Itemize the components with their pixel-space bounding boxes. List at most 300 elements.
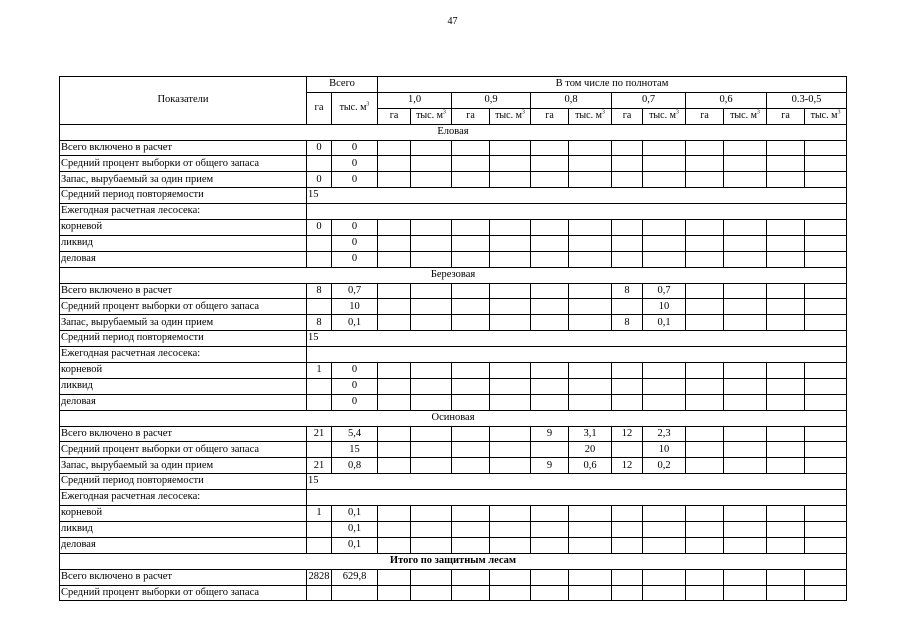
table-cell: [569, 537, 612, 553]
table-cell: [378, 585, 411, 601]
table-cell: 0,1: [332, 315, 378, 331]
table-cell: 0: [332, 235, 378, 251]
table-cell: [686, 315, 724, 331]
header-unit-volume: тыс. $м^3$: [490, 108, 531, 124]
table-cell: 0: [307, 140, 332, 156]
table-cell: [531, 220, 569, 236]
table-row: [60, 251, 847, 267]
table-cell: 0,1: [332, 537, 378, 553]
table-cell: [612, 363, 643, 379]
table-cell: [805, 378, 847, 394]
table-cell: [490, 251, 531, 267]
section-title: Итого по защитным лесам: [60, 553, 847, 569]
table-cell: [531, 251, 569, 267]
span-cell: 15: [307, 188, 847, 204]
table-row: [60, 537, 847, 553]
table-cell: [307, 442, 332, 458]
table-cell: [378, 315, 411, 331]
table-cell: [612, 506, 643, 522]
table-cell: [531, 506, 569, 522]
table-cell: [490, 506, 531, 522]
row-label: Ежегодная расчетная лесосека:: [60, 204, 307, 220]
table-cell: [411, 442, 452, 458]
table-cell: [411, 585, 452, 601]
table-cell: [686, 585, 724, 601]
table-cell: 15: [332, 442, 378, 458]
table-cell: [452, 140, 490, 156]
table-cell: 0,8: [332, 458, 378, 474]
table-cell: 0,1: [332, 521, 378, 537]
header-density: 0,8: [531, 92, 612, 108]
table-cell: [411, 378, 452, 394]
table-cell: [686, 426, 724, 442]
table-cell: [767, 299, 805, 315]
table-cell: 12: [612, 426, 643, 442]
table-cell: [805, 283, 847, 299]
table-cell: [612, 251, 643, 267]
table-cell: [452, 394, 490, 410]
table-cell: [569, 569, 612, 585]
header-unit-volume: тыс. $м^3$: [643, 108, 686, 124]
header-indicators: Показатели: [60, 77, 307, 125]
table-cell: [307, 537, 332, 553]
table-cell: [724, 585, 767, 601]
header-unit-ha: га: [686, 108, 724, 124]
header-unit-volume: тыс. $м^3$: [805, 108, 847, 124]
span-cell: [307, 490, 847, 506]
row-label: ликвид: [60, 521, 307, 537]
table-cell: [411, 235, 452, 251]
table-cell: [724, 363, 767, 379]
table-cell: [612, 569, 643, 585]
table-cell: [490, 569, 531, 585]
table-cell: [452, 156, 490, 172]
row-label: корневой: [60, 220, 307, 236]
table-cell: [767, 251, 805, 267]
table-cell: [490, 156, 531, 172]
table-cell: [452, 299, 490, 315]
table-cell: 3,1: [569, 426, 612, 442]
table-cell: [307, 521, 332, 537]
table-row: [60, 363, 847, 379]
row-label: Средний процент выборки от общего запаса: [60, 299, 307, 315]
table-cell: [411, 299, 452, 315]
header-unit-ha: га: [612, 108, 643, 124]
table-cell: [378, 394, 411, 410]
section-title-row: [60, 124, 847, 140]
table-cell: 0: [332, 251, 378, 267]
table-cell: [767, 235, 805, 251]
table-cell: [767, 140, 805, 156]
table-cell: [378, 172, 411, 188]
table-cell: [490, 537, 531, 553]
table-cell: [569, 220, 612, 236]
table-row: [60, 188, 847, 204]
table-cell: [307, 251, 332, 267]
table-cell: 10: [643, 442, 686, 458]
row-label: Всего включено в расчет: [60, 283, 307, 299]
table-cell: [411, 315, 452, 331]
span-cell: [307, 347, 847, 363]
table-cell: [724, 283, 767, 299]
row-label: корневой: [60, 506, 307, 522]
table-cell: 629,8: [332, 569, 378, 585]
table-cell: [490, 585, 531, 601]
table-cell: [378, 537, 411, 553]
row-label: Средний период повторяемости: [60, 474, 307, 490]
table-cell: [569, 521, 612, 537]
table-cell: [490, 235, 531, 251]
table-cell: [452, 537, 490, 553]
table-cell: [378, 283, 411, 299]
table-cell: [569, 585, 612, 601]
table-cell: 0: [332, 363, 378, 379]
table-cell: [805, 585, 847, 601]
table-cell: [411, 220, 452, 236]
table-cell: [686, 363, 724, 379]
table-row: [60, 394, 847, 410]
table-header: [60, 77, 847, 125]
table-cell: 0,6: [569, 458, 612, 474]
row-label: Всего включено в расчет: [60, 426, 307, 442]
table-cell: [643, 220, 686, 236]
table-row: [60, 585, 847, 601]
table-cell: 0: [332, 172, 378, 188]
table-cell: [307, 235, 332, 251]
table-cell: 0: [332, 378, 378, 394]
table-cell: [805, 506, 847, 522]
table-cell: [452, 569, 490, 585]
row-label: Средний процент выборки от общего запаса: [60, 156, 307, 172]
table-cell: [378, 426, 411, 442]
table-cell: [612, 299, 643, 315]
table-cell: [378, 569, 411, 585]
row-label: Запас, вырубаемый за один прием: [60, 172, 307, 188]
row-label: Средний процент выборки от общего запаса: [60, 585, 307, 601]
table-cell: [531, 378, 569, 394]
table-cell: 2,3: [643, 426, 686, 442]
header-density: 1,0: [378, 92, 452, 108]
table-cell: [531, 140, 569, 156]
row-label: деловая: [60, 251, 307, 267]
table-cell: [686, 506, 724, 522]
table-cell: [411, 537, 452, 553]
table-row: [60, 490, 847, 506]
table-cell: [805, 235, 847, 251]
table-cell: 10: [332, 299, 378, 315]
table-cell: [490, 363, 531, 379]
table-cell: [643, 140, 686, 156]
table-cell: [767, 394, 805, 410]
table-cell: [686, 235, 724, 251]
header-unit-ha: га: [767, 108, 805, 124]
table-cell: 0: [307, 220, 332, 236]
table-cell: [805, 521, 847, 537]
table-cell: [686, 569, 724, 585]
table-cell: [569, 315, 612, 331]
table-cell: [686, 521, 724, 537]
table-cell: 12: [612, 458, 643, 474]
table-cell: [378, 220, 411, 236]
table-cell: [569, 299, 612, 315]
header-unit-ha: га: [531, 108, 569, 124]
table-cell: [569, 378, 612, 394]
table-cell: 0: [332, 394, 378, 410]
table-cell: [411, 283, 452, 299]
table-cell: [767, 569, 805, 585]
row-label: Запас, вырубаемый за один прием: [60, 458, 307, 474]
row-label: Ежегодная расчетная лесосека:: [60, 490, 307, 506]
table-cell: [490, 394, 531, 410]
table-cell: [569, 140, 612, 156]
table-cell: [612, 235, 643, 251]
row-label: ликвид: [60, 378, 307, 394]
table-row: [60, 204, 847, 220]
table-body: [60, 124, 847, 601]
table-cell: 0,2: [643, 458, 686, 474]
table-cell: 0: [332, 140, 378, 156]
table-cell: [378, 363, 411, 379]
table-cell: [490, 283, 531, 299]
table-cell: [378, 458, 411, 474]
table-cell: [307, 299, 332, 315]
table-cell: [569, 363, 612, 379]
table-cell: 2828: [307, 569, 332, 585]
table-cell: [686, 172, 724, 188]
table-cell: 21: [307, 426, 332, 442]
table-cell: [452, 521, 490, 537]
table-cell: 10: [643, 299, 686, 315]
table-cell: [378, 378, 411, 394]
table-cell: [490, 378, 531, 394]
table-cell: [332, 585, 378, 601]
header-unit-ha: га: [452, 108, 490, 124]
table-cell: 8: [612, 315, 643, 331]
table-cell: [452, 585, 490, 601]
table-row: [60, 442, 847, 458]
table-cell: [378, 156, 411, 172]
table-cell: [724, 569, 767, 585]
table-cell: [643, 235, 686, 251]
section-title: Осиновая: [60, 410, 847, 426]
table-row: [60, 378, 847, 394]
table-row: [60, 521, 847, 537]
table-cell: [767, 220, 805, 236]
table-cell: [724, 315, 767, 331]
table-cell: [767, 585, 805, 601]
table-cell: [643, 172, 686, 188]
table-cell: [452, 363, 490, 379]
header-total-ha: га: [307, 92, 332, 124]
table-cell: [805, 251, 847, 267]
table-cell: [569, 394, 612, 410]
row-label: деловая: [60, 537, 307, 553]
table-row: [60, 347, 847, 363]
table-cell: [724, 426, 767, 442]
table-cell: [724, 537, 767, 553]
table-cell: [643, 394, 686, 410]
table-row: [60, 235, 847, 251]
table-cell: [452, 220, 490, 236]
table-cell: [307, 156, 332, 172]
table-cell: [411, 140, 452, 156]
table-cell: [378, 506, 411, 522]
table-cell: 0,7: [643, 283, 686, 299]
table-cell: [531, 235, 569, 251]
row-label: Ежегодная расчетная лесосека:: [60, 347, 307, 363]
table-cell: 0,1: [332, 506, 378, 522]
table-cell: [686, 156, 724, 172]
row-label: Запас, вырубаемый за один прием: [60, 315, 307, 331]
table-cell: 1: [307, 363, 332, 379]
table-row: [60, 220, 847, 236]
table-row: [60, 474, 847, 490]
header-density: 0.3-0,5: [767, 92, 847, 108]
table-cell: [531, 569, 569, 585]
table-cell: [612, 220, 643, 236]
table-cell: [724, 394, 767, 410]
table-cell: [490, 299, 531, 315]
table-cell: [643, 506, 686, 522]
table-cell: [411, 172, 452, 188]
section-title: Еловая: [60, 124, 847, 140]
row-label: Всего включено в расчет: [60, 569, 307, 585]
table-cell: [378, 235, 411, 251]
row-label: деловая: [60, 394, 307, 410]
table-cell: [612, 394, 643, 410]
header-unit-volume: тыс. $м^3$: [569, 108, 612, 124]
table-cell: [643, 537, 686, 553]
table-cell: [531, 521, 569, 537]
table-cell: [724, 235, 767, 251]
table-cell: [452, 378, 490, 394]
table-cell: [612, 172, 643, 188]
table-cell: [805, 569, 847, 585]
table-cell: 9: [531, 426, 569, 442]
table-cell: [490, 315, 531, 331]
table-row: [60, 426, 847, 442]
table-cell: [411, 251, 452, 267]
table-cell: [643, 585, 686, 601]
table-cell: [805, 220, 847, 236]
table-cell: [643, 569, 686, 585]
table-cell: [767, 283, 805, 299]
table-cell: 0: [307, 172, 332, 188]
table-cell: [490, 140, 531, 156]
table-cell: [612, 442, 643, 458]
table-cell: [643, 521, 686, 537]
header-total-volume: тыс. $м^3$: [332, 92, 378, 124]
table-cell: [767, 521, 805, 537]
table-cell: [452, 172, 490, 188]
table-cell: [767, 506, 805, 522]
table-cell: [805, 458, 847, 474]
table-cell: 0,1: [643, 315, 686, 331]
table-cell: [643, 251, 686, 267]
table-cell: [411, 156, 452, 172]
table-cell: [643, 156, 686, 172]
table-cell: [805, 156, 847, 172]
table-cell: [531, 442, 569, 458]
table-cell: [724, 172, 767, 188]
row-label: корневой: [60, 363, 307, 379]
table-cell: [686, 537, 724, 553]
table-cell: [724, 378, 767, 394]
table-cell: [531, 172, 569, 188]
table-cell: [411, 458, 452, 474]
table-cell: [767, 378, 805, 394]
table-cell: [767, 458, 805, 474]
table-cell: [686, 299, 724, 315]
table-cell: [805, 442, 847, 458]
header-unit-ha: га: [378, 108, 411, 124]
table-cell: [378, 299, 411, 315]
table-cell: [452, 426, 490, 442]
table-cell: [378, 140, 411, 156]
row-label: Всего включено в расчет: [60, 140, 307, 156]
row-label: ликвид: [60, 235, 307, 251]
table-cell: [307, 394, 332, 410]
table-cell: [767, 442, 805, 458]
header-density: 0,9: [452, 92, 531, 108]
table-row: [60, 283, 847, 299]
header-density: 0,6: [686, 92, 767, 108]
table-cell: [531, 363, 569, 379]
table-cell: [452, 458, 490, 474]
table-cell: [490, 172, 531, 188]
table-cell: [686, 283, 724, 299]
row-label: Средний период повторяемости: [60, 188, 307, 204]
table-row: [60, 172, 847, 188]
table-cell: [686, 394, 724, 410]
table-cell: [686, 140, 724, 156]
table-cell: [686, 442, 724, 458]
table-cell: [686, 220, 724, 236]
table-cell: [452, 235, 490, 251]
section-title-row: [60, 267, 847, 283]
table-row: [60, 315, 847, 331]
span-cell: [307, 204, 847, 220]
table-cell: [724, 140, 767, 156]
table-cell: [452, 315, 490, 331]
table-cell: [767, 363, 805, 379]
table-cell: [531, 394, 569, 410]
section-title-row: [60, 410, 847, 426]
table-cell: [724, 458, 767, 474]
table-cell: [724, 251, 767, 267]
table-cell: [724, 156, 767, 172]
table-cell: 1: [307, 506, 332, 522]
table-cell: [569, 251, 612, 267]
table-cell: [612, 140, 643, 156]
table-cell: 0,7: [332, 283, 378, 299]
table-cell: [452, 506, 490, 522]
table-cell: [686, 378, 724, 394]
table-cell: [490, 220, 531, 236]
table-cell: [569, 506, 612, 522]
section-title: Березовая: [60, 267, 847, 283]
table-cell: [490, 521, 531, 537]
table-cell: [643, 363, 686, 379]
table-cell: [767, 426, 805, 442]
table-cell: [531, 585, 569, 601]
table-cell: [612, 585, 643, 601]
table-cell: [686, 458, 724, 474]
table-cell: 8: [307, 315, 332, 331]
table-cell: [452, 283, 490, 299]
header-unit-volume: тыс. $м^3$: [724, 108, 767, 124]
header-density: 0,7: [612, 92, 686, 108]
